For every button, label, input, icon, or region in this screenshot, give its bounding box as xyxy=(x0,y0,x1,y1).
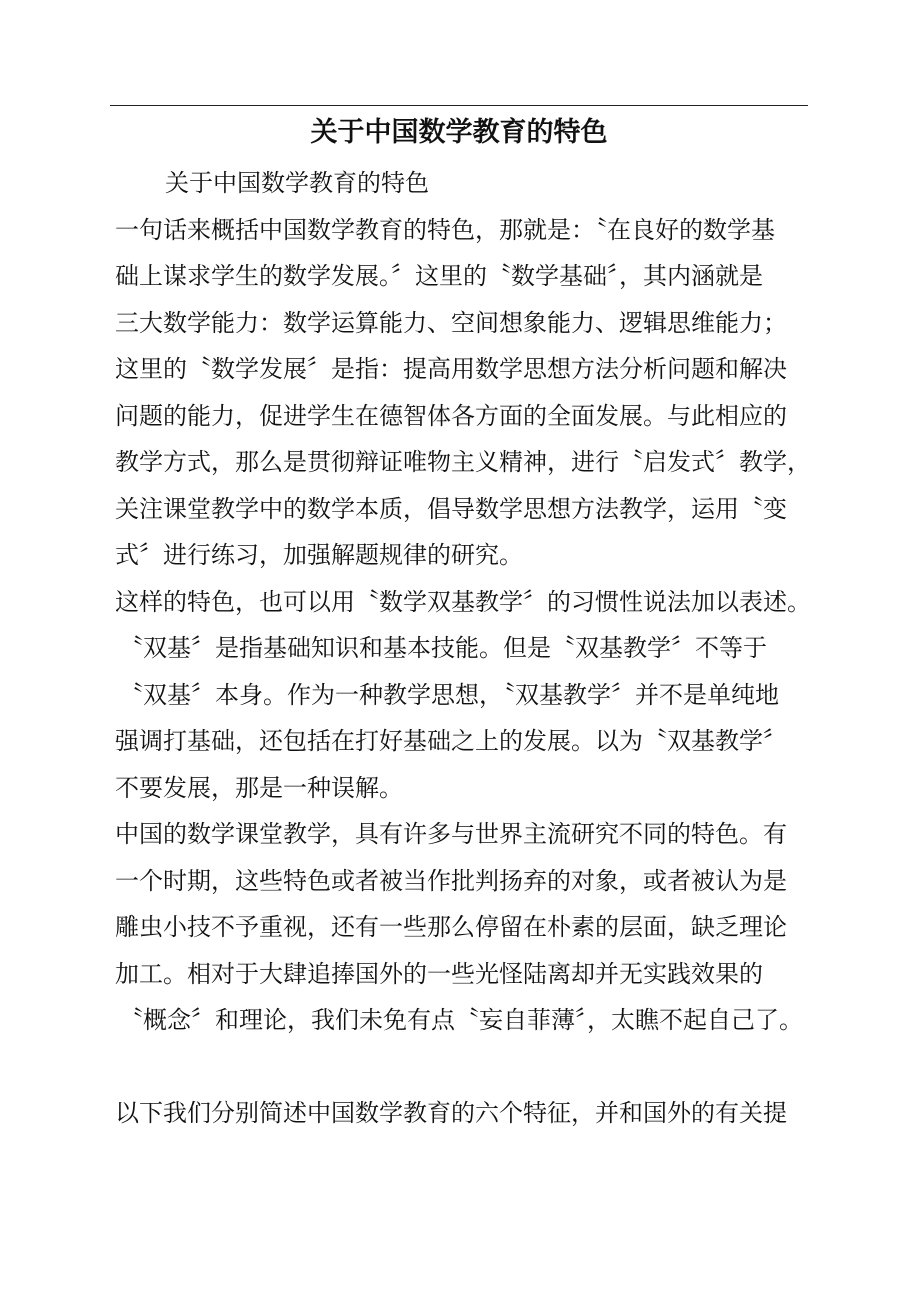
text-line: 不要发展，那是一种误解。 xyxy=(115,773,403,802)
text-line: 一句话来概括中国数学教育的特色，那就是：〝在良好的数学基 xyxy=(115,215,775,244)
text-line: 式〞进行练习，加强解题规律的研究。 xyxy=(115,541,523,569)
document-body xyxy=(115,160,825,1137)
text-line: 这里的〝数学发展〞是指：提高用数学思想方法分析问题和解决 xyxy=(115,355,787,383)
header-rule xyxy=(110,105,808,106)
text-line: 问题的能力，促进学生在德智体各方面的全面发展。与此相应的 xyxy=(115,401,787,430)
text-line: 雕虫小技不予重视，还有一些那么停留在朴素的层面，缺乏理论 xyxy=(115,913,787,941)
text-line: 三大数学能力：数学运算能力、空间想象能力、逻辑思维能力； xyxy=(115,308,787,337)
text-line: 加工。相对于大肆追捧国外的一些光怪陆离却并无实践效果的 xyxy=(115,959,763,988)
text-line: 以下我们分别简述中国数学教育的六个特征，并和国外的有关提 xyxy=(115,1099,787,1127)
text-line: 教学方式，那么是贯彻辩证唯物主义精神，进行〝启发式〞教学， xyxy=(115,448,811,476)
text-line: 〝双基〞是指基础知识和基本技能。但是〝双基教学〞不等于 xyxy=(119,634,767,662)
subtitle-line: 关于中国数学教育的特色 xyxy=(165,169,429,197)
text-line: 这样的特色，也可以用〝数学双基教学〞的习惯性说法加以表述。 xyxy=(115,587,811,616)
text-line: 〝概念〞和理论，我们未免有点〝妄自菲薄〞，太瞧不起自己了。 xyxy=(119,1006,803,1034)
text-line: 一个时期，这些特色或者被当作批判扬弃的对象，或者被认为是 xyxy=(115,866,787,895)
text-line: 础上谋求学生的数学发展。〞这里的〝数学基础〞，其内涵就是 xyxy=(115,262,763,290)
text-line: 关注课堂教学中的数学本质，倡导数学思想方法教学，运用〝变 xyxy=(115,494,787,523)
text-line: 〝双基〞本身。作为一种教学思想，〝双基教学〞并不是单纯地 xyxy=(119,680,779,709)
text-line: 强调打基础，还包括在打好基础之上的发展。以为〝双基教学〞 xyxy=(115,727,787,755)
text-line: 中国的数学课堂教学，具有许多与世界主流研究不同的特色。有 xyxy=(115,820,787,848)
document-title: 关于中国数学教育的特色 xyxy=(310,117,608,148)
